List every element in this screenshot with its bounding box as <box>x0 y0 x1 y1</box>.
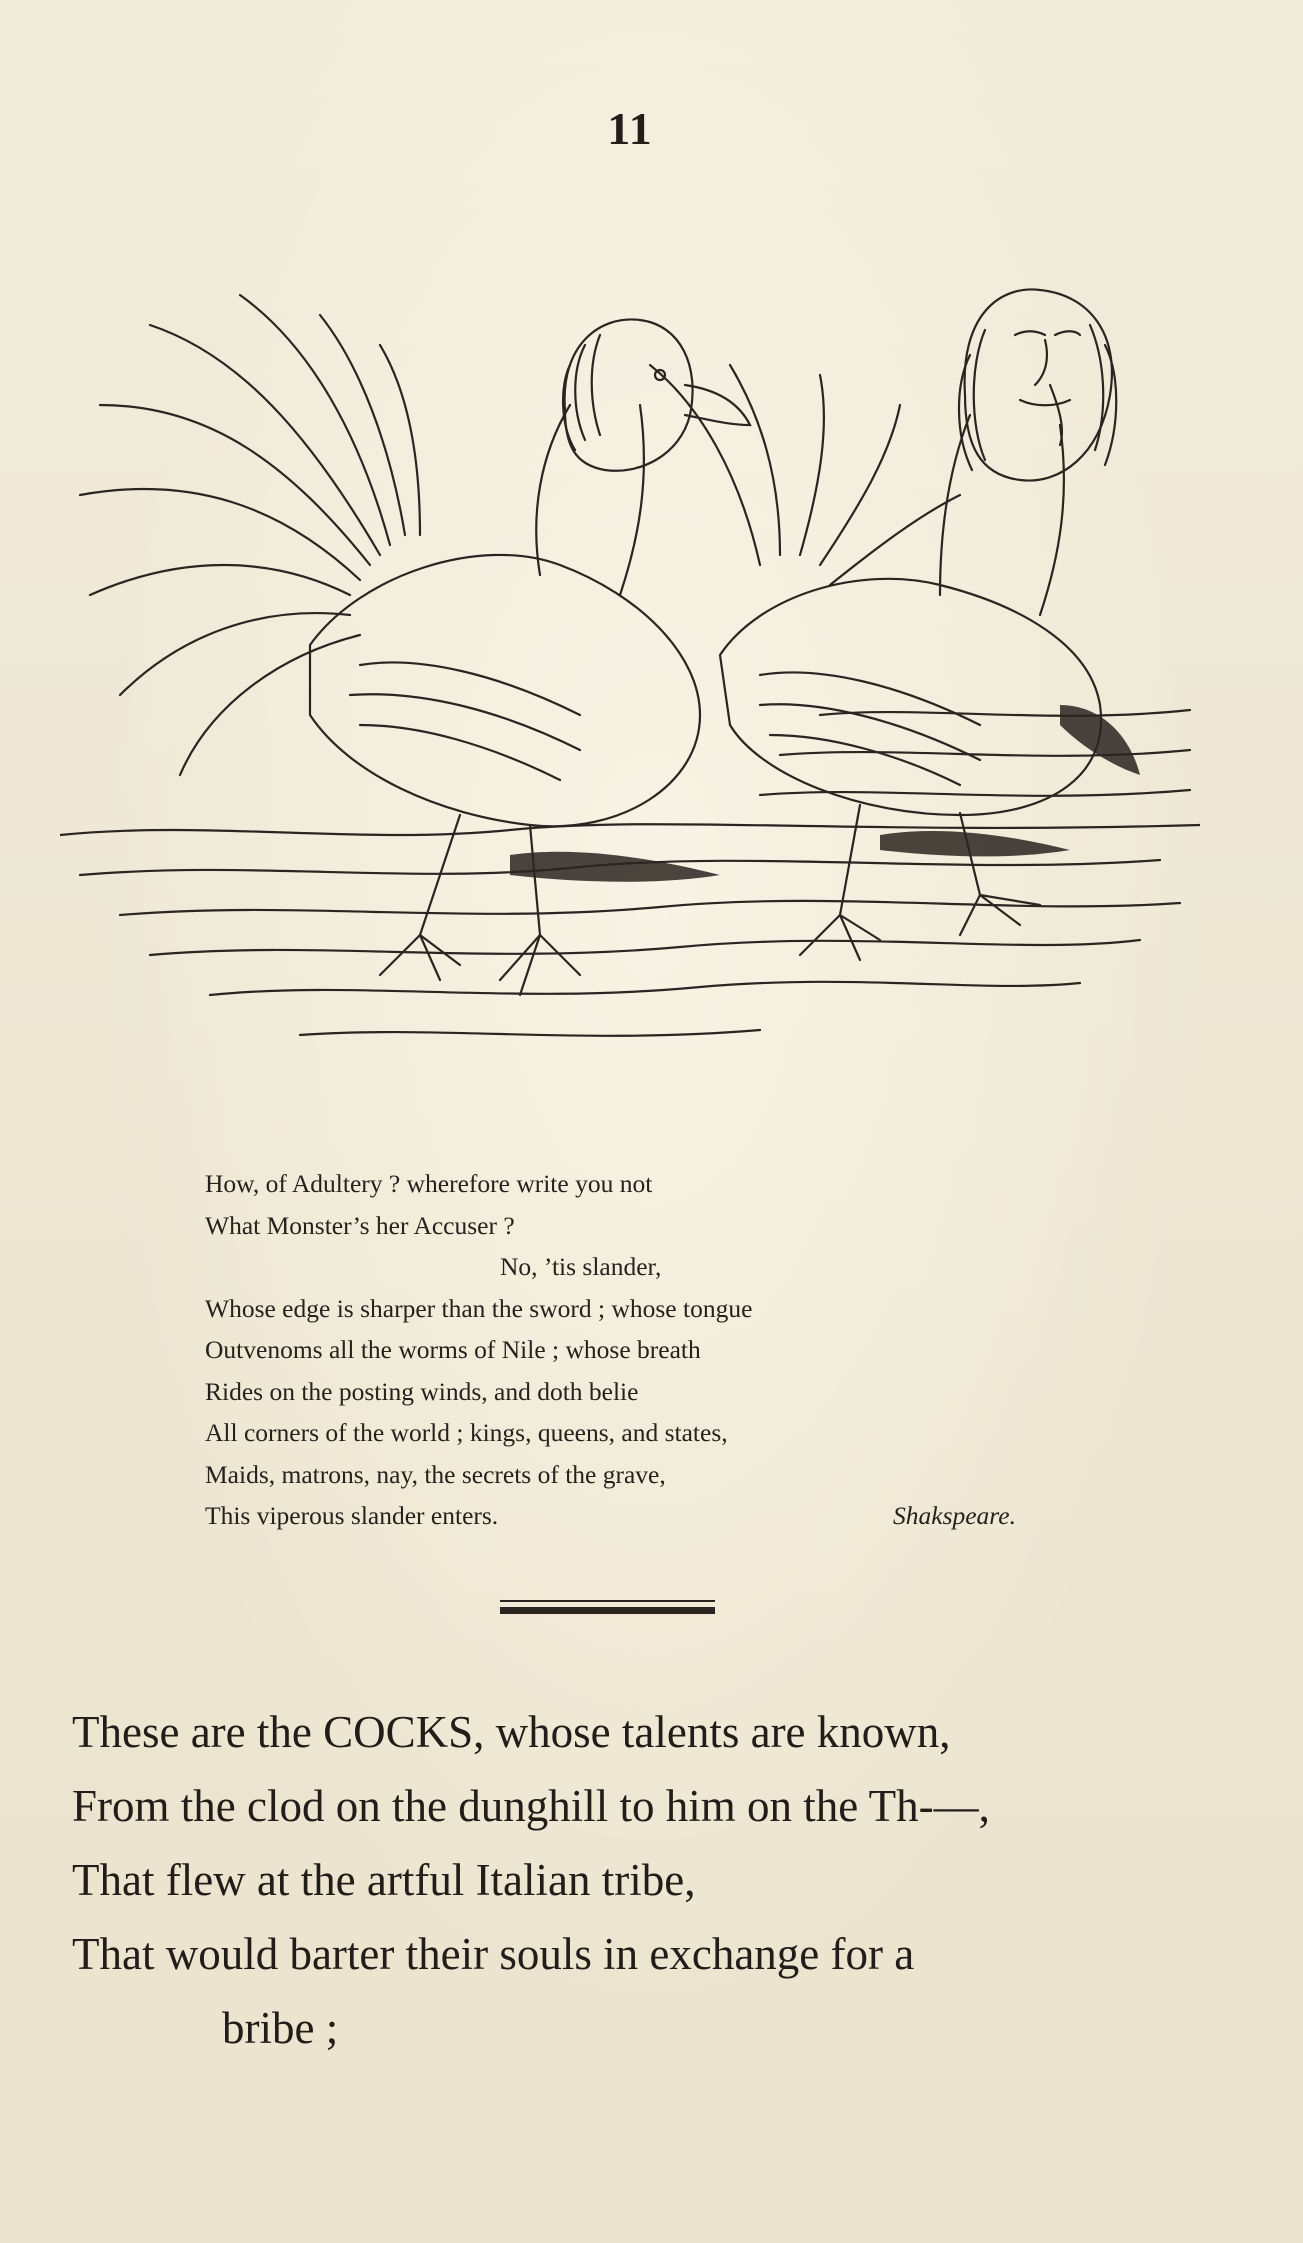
verse-line-last <box>205 1495 1085 1537</box>
verse-line: No, ’tis slander, <box>500 1252 662 1281</box>
section-divider <box>500 1600 715 1614</box>
verse-line: Outvenoms all the worms of Nile ; whose breath <box>205 1335 701 1364</box>
verse-line: All corners of the world ; kings, queens, and states, <box>205 1418 728 1447</box>
main-stanza <box>72 1695 1212 2065</box>
divider-thick-line <box>500 1607 715 1614</box>
two-cocks-with-barrister-wigs-icon <box>60 235 1200 1095</box>
verse-line-text: This viperous slander enters. <box>205 1501 499 1530</box>
stanza-line: These are the COCKS, whose talents are known, <box>72 1707 951 1757</box>
page-number: 11 <box>607 103 653 154</box>
verse-line: Rides on the posting winds, and doth belie <box>205 1376 639 1406</box>
stanza-line: bribe ; <box>222 2003 339 2053</box>
divider-thin-line <box>500 1600 715 1602</box>
stanza-line: That would barter their souls in exchange for a <box>72 1929 915 1979</box>
stanza-line: That flew at the artful Italian tribe, <box>72 1855 696 1905</box>
verse-line: How, of Adultery ? wherefore write you not <box>205 1169 653 1198</box>
verse-line: Whose edge is sharper than the sword ; whose tongue <box>205 1293 753 1323</box>
attribution: Shakspeare. <box>893 1501 1016 1530</box>
stanza-line: From the clod on the dunghill to him on the Th-—, <box>72 1781 990 1831</box>
shakespeare-quotation <box>205 1163 1085 1537</box>
verse-line: Maids, matrons, nay, the secrets of the grave, <box>205 1459 666 1489</box>
verse-line: What Monster’s her Accuser ? <box>205 1210 515 1240</box>
